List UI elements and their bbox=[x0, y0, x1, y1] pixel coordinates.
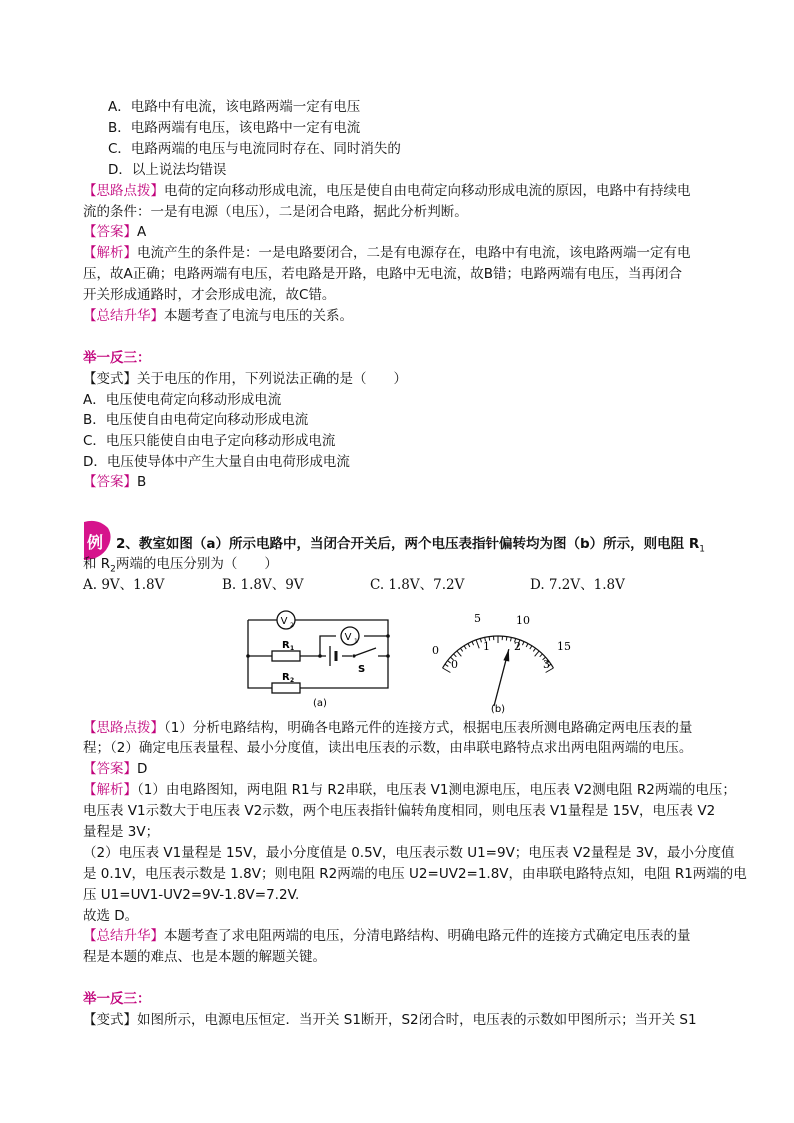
voltmeter-dial bbox=[428, 608, 578, 714]
q2-stem bbox=[116, 534, 756, 554]
v2-label: V bbox=[280, 616, 288, 627]
q2-explanation bbox=[83, 780, 736, 800]
badge-label: 例 bbox=[86, 533, 104, 552]
ex3a-option-d: D．电压使导体中产生大量自由电荷形成电流 bbox=[83, 454, 350, 470]
dial-tick bbox=[535, 651, 539, 656]
dial-tick bbox=[454, 654, 457, 657]
r2-sub: 2 bbox=[290, 677, 295, 684]
q1-explanation bbox=[83, 243, 723, 263]
q2-summary bbox=[83, 926, 723, 946]
explanation-tag: 【解析】 bbox=[83, 782, 137, 798]
q2-explanation-cont-4: 是 0.1V，电压表示数是 1.8V；则电阻 R2两端的电压 U2=UV2=1.8V，由串联电路特点知，电阻 R1两端的电 bbox=[83, 866, 747, 882]
summary-tag: 【总结升华】 bbox=[83, 308, 164, 324]
q2-option-d: D. 7.2V、1.8V bbox=[530, 577, 625, 593]
section-heading-2: 举一反三： bbox=[83, 991, 151, 1007]
dial-tick bbox=[443, 668, 451, 673]
hint-tag: 【思路点拨】 bbox=[83, 720, 164, 736]
dial-tick bbox=[540, 654, 543, 657]
dial-top-5: 5 bbox=[474, 612, 481, 625]
answer-value: B bbox=[137, 474, 147, 490]
section-heading: 举一反三： bbox=[83, 350, 151, 366]
circuit-diagram bbox=[240, 606, 400, 712]
switch-label: S bbox=[358, 664, 366, 675]
q2-explanation-cont-2: 量程是 3V； bbox=[83, 824, 160, 840]
q2-option-b: B. 1.8V、9V bbox=[222, 577, 304, 593]
q1-hint bbox=[83, 181, 723, 201]
q2-stem-text-2: 和 R bbox=[83, 556, 111, 572]
q2-explanation-cont-5: 压 U1=UV1-UV2=9V-1.8V=7.2V. bbox=[83, 887, 300, 903]
q2-stem-sub: 1 bbox=[699, 544, 705, 555]
dial-tick bbox=[445, 664, 448, 666]
v2-sub: 2 bbox=[290, 622, 294, 629]
r1-label: R bbox=[282, 640, 290, 651]
answer-value: A bbox=[137, 224, 147, 240]
q2-hint bbox=[83, 718, 723, 738]
dial-tick bbox=[506, 637, 507, 641]
q2-summary-cont: 程是本题的难点、也是本题的解题关键。 bbox=[83, 949, 326, 965]
ex3a-option-a: A．电压使电荷定向移动形成电流 bbox=[83, 392, 282, 408]
dial-tick bbox=[468, 643, 470, 647]
dial-top-10: 10 bbox=[516, 614, 530, 627]
q2-option-c: C. 1.8V、7.2V bbox=[370, 577, 465, 593]
summary-text: 本题考查了电流与电压的关系。 bbox=[164, 308, 353, 324]
dial-tick bbox=[526, 643, 528, 647]
explanation-text: 电流产生的条件是：一是电路要闭合，二是有电源存在，电路中有电流，该电路两端一定有电 bbox=[137, 245, 691, 261]
r1-sub: 1 bbox=[290, 645, 295, 652]
dial-tick bbox=[476, 640, 479, 648]
dial-tick bbox=[522, 642, 524, 646]
q2-stem-cont bbox=[83, 554, 723, 574]
explanation-text: （1）由电路图知，两电阻 R1与 R2串联，电压表 V1测电源电压，电压表 V2测电阻 R2两端的电压； bbox=[137, 782, 736, 798]
summary-tag: 【总结升华】 bbox=[83, 928, 164, 944]
resistor-r1 bbox=[272, 651, 300, 661]
ex3b-stem: 【变式】如图所示，电源电压恒定．当开关 S1断开，S2闭合时，电压表的示数如甲图所示；当开关 S1 bbox=[83, 1012, 697, 1028]
q1-option-d: D．以上说法均错误 bbox=[108, 162, 227, 178]
dial-tick bbox=[457, 651, 461, 656]
dial-top-15: 15 bbox=[557, 640, 571, 653]
v1-sub: 1 bbox=[354, 638, 358, 645]
q1-option-b: B．电路两端有电压，该电路中一定有电流 bbox=[108, 120, 361, 136]
q2-stem-text-3: 两端的电压分别为（ ） bbox=[115, 556, 278, 572]
dial-bottom-2: 2 bbox=[514, 640, 521, 653]
ex3a-option-c: C．电压只能使自由电子定向移动形成电流 bbox=[83, 433, 336, 449]
ex3a-answer bbox=[83, 472, 723, 492]
hint-tag: 【思路点拨】 bbox=[83, 183, 164, 199]
r2-label: R bbox=[282, 672, 290, 683]
dial-top-0: 0 bbox=[432, 644, 439, 657]
summary-text: 本题考查了求电阻两端的电压，分清电路结构、明确电路元件的连接方式确定电压表的量 bbox=[164, 928, 691, 944]
dial-bottom-0: 0 bbox=[451, 658, 458, 671]
dial-tick bbox=[460, 648, 462, 651]
q1-option-a: A．电路中有电流，该电路两端一定有电压 bbox=[108, 99, 361, 115]
q2-explanation-cont-1: 电压表 V1示数大于电压表 V2示数，两个电压表指针偏转角度相同，则电压表 V1量程是 15V，电压表 V2 bbox=[83, 803, 716, 819]
dial-bottom-3: 3 bbox=[543, 658, 550, 671]
ex3a-option-b: B．电压使自由电荷定向移动形成电流 bbox=[83, 412, 309, 428]
answer-value: D bbox=[137, 761, 148, 777]
q2-stem-text: 2、教室如图（a）所示电路中，当闭合开关后，两个电压表指针偏转均为图（b）所示，则电阻 R bbox=[116, 536, 700, 552]
q1-summary bbox=[83, 306, 723, 326]
dial-tick bbox=[510, 637, 511, 641]
q2-explanation-cont-6: 故选 D。 bbox=[83, 908, 139, 924]
q1-answer bbox=[83, 222, 723, 242]
fig-a-caption: (a) bbox=[313, 698, 327, 709]
dial-bottom-1: 1 bbox=[483, 640, 490, 653]
fig-b-caption: (b) bbox=[490, 704, 506, 714]
answer-tag: 【答案】 bbox=[83, 761, 137, 777]
q1-explanation-cont-2: 开关形成通路时，才会形成电流，故C错。 bbox=[83, 287, 336, 303]
resistor-r2 bbox=[272, 683, 300, 693]
v1-label: V bbox=[344, 632, 352, 643]
ex3a-stem: 【变式】关于电压的作用，下列说法正确的是（ ） bbox=[83, 371, 407, 387]
q2-option-a: A. 9V、1.8V bbox=[83, 577, 165, 593]
answer-tag: 【答案】 bbox=[83, 224, 137, 240]
hint-text: （1）分析电路结构，明确各电路元件的连接方式，根据电压表所测电路确定两电压表的量 bbox=[164, 720, 693, 736]
q2-explanation-cont-3: （2）电压表 V1量程是 15V，最小分度值是 0.5V，电压表示数 U1=9V；电压表 V2量程是 3V，最小分度值 bbox=[83, 845, 735, 861]
q2-answer bbox=[83, 759, 723, 779]
q1-hint-cont: 流的条件：一是有电源（电压），二是闭合电路，据此分析判断。 bbox=[83, 204, 468, 220]
hint-text: 电荷的定向移动形成电流，电压是使自由电荷定向移动形成电流的原因，电路中有持续电 bbox=[164, 183, 691, 199]
dial-tick bbox=[480, 638, 481, 642]
q1-option-c: C．电路两端的电压与电流同时存在、同时消失的 bbox=[108, 141, 401, 157]
dial-pointer-head bbox=[503, 649, 509, 661]
q2-hint-cont: 程；（2）确定电压表量程、最小分度值，读出电压表的示数，由串联电路特点求出两电阻两端的电压。 bbox=[83, 740, 693, 756]
dial-tick bbox=[533, 648, 535, 651]
explanation-tag: 【解析】 bbox=[83, 245, 137, 261]
dial-tick bbox=[472, 642, 474, 646]
q2-stem-sub-2: 2 bbox=[110, 564, 116, 575]
q1-explanation-cont-1: 压，故A正确；电路两端有电压，若电路是开路，电路中无电流，故B错；电路两端有电压，当再闭合 bbox=[83, 266, 682, 282]
answer-tag: 【答案】 bbox=[83, 474, 137, 490]
